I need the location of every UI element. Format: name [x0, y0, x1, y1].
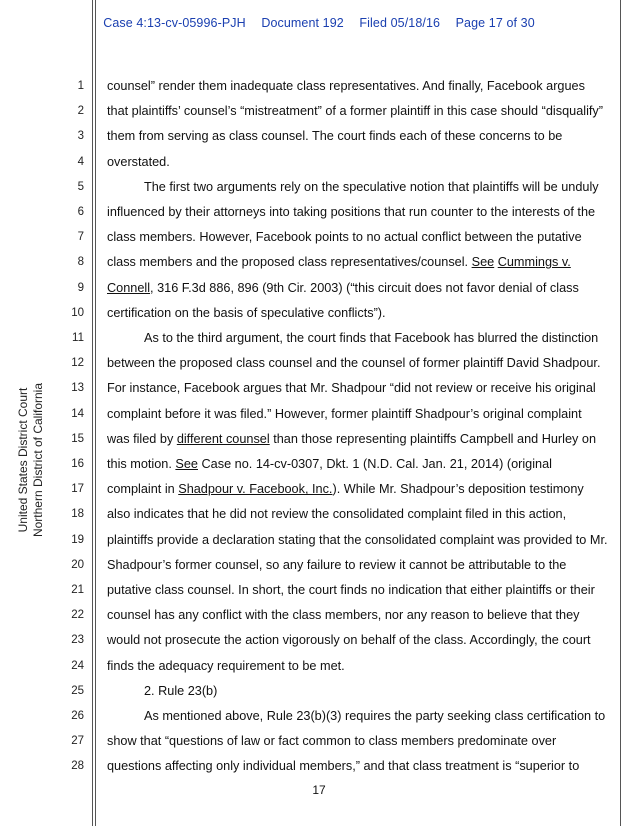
text-segment: , 316 F.3d 886, 896 (9th Cir. 2003) (“this circuit does not favor denial of class	[150, 280, 579, 295]
line-number: 22	[71, 609, 84, 622]
text-line	[107, 204, 612, 220]
text-line	[107, 607, 612, 623]
line-number: 25	[71, 684, 84, 697]
line-number: 27	[71, 735, 84, 748]
text-line	[107, 582, 612, 598]
text-line	[107, 380, 612, 396]
text-segment: For instance, Facebook argues that Mr. Shadpour “did not review or receive his original	[107, 381, 596, 396]
court-district: Northern District of California	[31, 382, 45, 538]
line-number: 8	[77, 256, 84, 269]
margin-rule-right	[620, 0, 621, 826]
line-number: 21	[71, 584, 84, 596]
text-segment: would not prosecute the action vigorously on behalf of the class. Accordingly, the court	[107, 633, 591, 648]
line-number: 14	[71, 407, 84, 420]
line-number: 6	[77, 206, 84, 218]
text-segment: overstated.	[107, 154, 170, 169]
text-segment: questions affecting only individual members,” and that class treatment is “superior to	[107, 759, 580, 774]
text-segment: class members and the proposed class representatives/counsel.	[107, 255, 472, 270]
text-line	[107, 758, 612, 774]
text-segment: complaint in	[107, 482, 179, 497]
case-number: Case 4:13-cv-05996-PJH	[103, 16, 246, 30]
citation-text: See	[175, 457, 198, 471]
text-segment: between the proposed class counsel and the counsel of former plaintiff David Shadpour.	[107, 356, 601, 371]
text-segment: Shadpour’s former counsel, so any failure to review it cannot be attributable to the	[107, 557, 567, 572]
text-line	[107, 229, 612, 245]
text-line	[107, 683, 638, 699]
text-line	[107, 103, 612, 119]
citation-text: Connell	[107, 280, 151, 295]
document-number: Document 192	[261, 16, 344, 30]
line-number: 11	[72, 332, 84, 344]
text-segment: than those representing plaintiffs Campbell and Hurley on	[269, 431, 597, 446]
court-name: United States District Court	[16, 387, 30, 533]
text-segment: plaintiffs provide a declaration stating that the consolidated complaint was provided to Mr.	[107, 532, 608, 547]
line-number: 26	[71, 710, 84, 722]
text-segment: class members. However, Facebook points to no actual conflict between the putative	[107, 230, 582, 245]
text-line	[107, 557, 612, 573]
text-line	[107, 179, 638, 195]
text-segment: show that “questions of law or fact common to class members predominate over	[107, 734, 557, 749]
line-number: 18	[71, 508, 84, 521]
line-number: 4	[77, 155, 84, 168]
citation-text: See	[471, 255, 495, 270]
text-segment: The first two arguments rely on the speculative notion that plaintiffs will be unduly	[144, 179, 599, 194]
text-line	[107, 154, 612, 170]
text-line	[107, 431, 612, 447]
court-sidebar	[16, 370, 96, 550]
text-line	[107, 330, 638, 346]
text-line	[107, 708, 638, 724]
text-line	[107, 658, 612, 674]
line-number: 2	[77, 105, 84, 118]
text-segment: As mentioned above, Rule 23(b)(3) requires the party seeking class certification to	[144, 709, 606, 723]
text-line	[107, 128, 612, 144]
text-line	[107, 456, 612, 472]
text-segment: this motion.	[107, 457, 176, 471]
text-line	[107, 481, 612, 497]
line-number: 9	[77, 281, 84, 294]
text-line	[107, 355, 612, 371]
text-segment: also indicates that he did not review the consolidated complaint filed in this action,	[107, 507, 567, 522]
line-number: 23	[71, 634, 84, 647]
text-segment: counsel” render them inadequate class representatives. And finally, Facebook argues	[107, 79, 585, 93]
citation-text: different counsel	[176, 431, 270, 446]
line-number: 7	[77, 231, 84, 244]
text-line	[107, 506, 612, 522]
text-segment: 2. Rule 23(b)	[144, 683, 218, 698]
line-number: 15	[71, 432, 84, 445]
text-segment: finds the adequacy requirement to be met.	[107, 658, 345, 673]
page-number: 17	[312, 783, 326, 797]
text-line	[107, 733, 612, 749]
text-line	[107, 254, 612, 270]
text-line	[107, 305, 612, 321]
line-number: 19	[71, 533, 84, 546]
text-segment: As to the third argument, the court finds that Facebook has blurred the distinction	[144, 331, 599, 345]
text-segment: putative class counsel. In short, the court finds no indication that either plaintiffs or their	[107, 583, 595, 597]
text-line	[107, 532, 612, 548]
line-number: 28	[71, 760, 84, 773]
line-number: 24	[71, 659, 84, 672]
line-number: 16	[71, 458, 84, 470]
text-line	[107, 78, 612, 94]
line-number: 3	[77, 130, 84, 143]
text-segment: was filed by	[107, 431, 177, 446]
text-segment: Case no. 14-cv-0307, Dkt. 1 (N.D. Cal. Jan. 21, 2014) (original	[197, 457, 552, 471]
text-segment: complaint before it was filed.” However, former plaintiff Shadpour’s original complaint	[107, 406, 582, 421]
citation-text: Shadpour v. Facebook, Inc.	[178, 482, 333, 497]
citation-text: Cummings v.	[497, 255, 571, 270]
line-number: 20	[71, 558, 84, 571]
line-number: 10	[71, 306, 84, 319]
text-segment: ). While Mr. Shadpour’s deposition testimony	[332, 482, 584, 497]
line-number: 12	[71, 357, 84, 370]
line-number: 13	[71, 382, 84, 395]
text-segment: counsel has any conflict with the class members, nor any reason to believe that they	[107, 608, 580, 623]
line-number: 17	[71, 483, 84, 496]
page-of-total: Page 17 of 30	[455, 16, 535, 30]
text-line	[107, 406, 612, 422]
text-line	[107, 632, 612, 648]
text-segment: certification on the basis of speculative conflicts”).	[107, 305, 386, 320]
text-line	[107, 280, 612, 296]
text-segment: them from serving as class counsel. The court finds each of these concerns to be	[107, 129, 563, 144]
line-number: 5	[77, 180, 84, 193]
line-number: 1	[77, 80, 84, 92]
text-segment: that plaintiffs’ counsel’s “mistreatment” of a former plaintiff in this case should “disqualify”	[107, 104, 603, 119]
filed-date: Filed 05/18/16	[359, 16, 441, 30]
text-segment: influenced by their attorneys into taking positions that run counter to the interests of the	[107, 205, 596, 219]
